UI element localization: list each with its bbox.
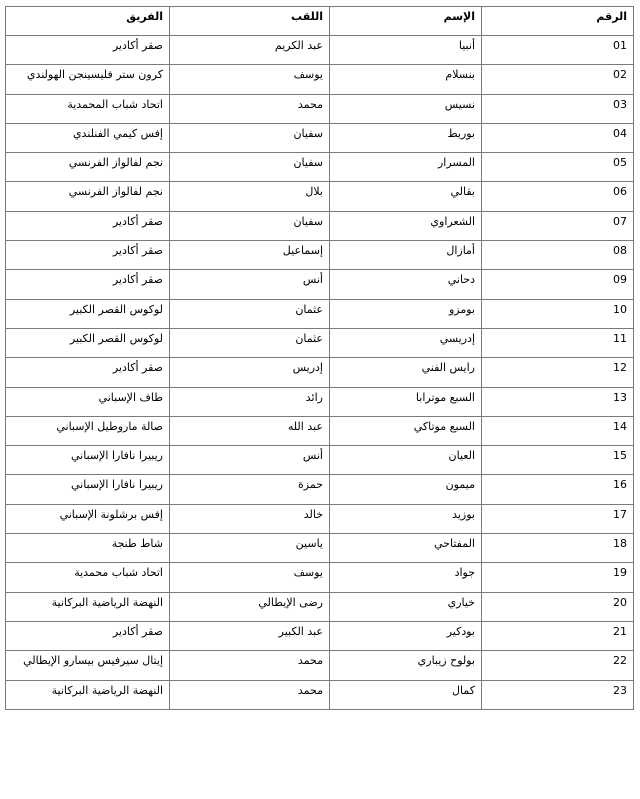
table-row [6,475,634,504]
cell-number: 20 [482,592,634,621]
cell-team: كرون ستر فليسينجن الهولندي [6,65,170,94]
header-name: الإسم [330,7,482,36]
table-row [6,182,634,211]
cell-number: 07 [482,211,634,240]
cell-number: 05 [482,153,634,182]
cell-name: المفتاحي [330,534,482,563]
cell-number: 02 [482,65,634,94]
cell-team: اتحاد شباب محمدية [6,563,170,592]
cell-name: أمازال [330,241,482,270]
cell-name: الشعراوي [330,211,482,240]
cell-team: نجم لفالواز الفرنسي [6,182,170,211]
cell-team: صالة ماروطيل الإسباني [6,416,170,445]
cell-title: محمد [170,94,330,123]
table-row [6,211,634,240]
table-row [6,504,634,533]
table-row [6,416,634,445]
cell-team: لوكوس القصر الكبير [6,299,170,328]
cell-number: 23 [482,680,634,709]
table-row [6,94,634,123]
cell-team: شاط طنجة [6,534,170,563]
cell-name: إدريسي [330,328,482,357]
cell-title: سفيان [170,211,330,240]
table-row [6,387,634,416]
table-row [6,299,634,328]
table-row [6,680,634,709]
cell-title: أنس [170,446,330,475]
cell-number: 13 [482,387,634,416]
cell-number: 14 [482,416,634,445]
cell-name: العيان [330,446,482,475]
cell-number: 18 [482,534,634,563]
header-team: الفريق [6,7,170,36]
table-row [6,358,634,387]
cell-team: صقر أكادير [6,211,170,240]
cell-name: بوزيد [330,504,482,533]
cell-team: النهضة الرياضية البركانية [6,592,170,621]
cell-title: سفيان [170,123,330,152]
cell-number: 15 [482,446,634,475]
table-row [6,563,634,592]
table-row [6,65,634,94]
cell-number: 12 [482,358,634,387]
cell-team: إفس كيمي الفنلندي [6,123,170,152]
cell-number: 21 [482,621,634,650]
cell-title: خالد [170,504,330,533]
table-row [6,36,634,65]
cell-team: صقر أكادير [6,36,170,65]
cell-team: طاف الإسباني [6,387,170,416]
cell-name: دحاني [330,270,482,299]
cell-name: أنبيا [330,36,482,65]
cell-name: بقالي [330,182,482,211]
cell-number: 09 [482,270,634,299]
cell-name: نسيس [330,94,482,123]
cell-name: كمال [330,680,482,709]
players-table [5,6,634,710]
cell-title: إسماعيل [170,241,330,270]
cell-title: سفيان [170,153,330,182]
cell-name: بومزو [330,299,482,328]
cell-name: بوريط [330,123,482,152]
cell-title: حمزة [170,475,330,504]
cell-number: 10 [482,299,634,328]
cell-name: جواد [330,563,482,592]
cell-name: بودكير [330,621,482,650]
cell-team: إفس برشلونة الإسباني [6,504,170,533]
cell-team: لوكوس القصر الكبير [6,328,170,357]
cell-title: عثمان [170,328,330,357]
cell-title: رضى الإيطالي [170,592,330,621]
cell-number: 04 [482,123,634,152]
table-row [6,241,634,270]
cell-title: عبد الكبير [170,621,330,650]
cell-name: رايس الفني [330,358,482,387]
cell-title: عثمان [170,299,330,328]
header-number: الرقم [482,7,634,36]
table-body [6,36,634,710]
cell-team: اتحاد شباب المحمدية [6,94,170,123]
header-row [6,7,634,36]
cell-number: 19 [482,563,634,592]
cell-number: 03 [482,94,634,123]
cell-team: صقر أكادير [6,241,170,270]
cell-title: بلال [170,182,330,211]
table-row [6,328,634,357]
cell-number: 01 [482,36,634,65]
cell-title: ياسين [170,534,330,563]
header-title: اللقب [170,7,330,36]
cell-team: إيتال سيرفيس بيسارو الإيطالي [6,651,170,680]
cell-title: عبد الله [170,416,330,445]
cell-team: صقر أكادير [6,358,170,387]
table-row [6,123,634,152]
cell-name: السبع موترابا [330,387,482,416]
cell-team: ريبيرا نافارا الإسباني [6,446,170,475]
table-row [6,621,634,650]
cell-number: 16 [482,475,634,504]
table-row [6,153,634,182]
cell-number: 08 [482,241,634,270]
table-row [6,534,634,563]
cell-title: يوسف [170,65,330,94]
cell-number: 22 [482,651,634,680]
cell-name: المسرار [330,153,482,182]
cell-name: السبع موتاكي [330,416,482,445]
cell-title: يوسف [170,563,330,592]
table-row [6,446,634,475]
cell-title: أنس [170,270,330,299]
cell-name: ميمون [330,475,482,504]
table-row [6,592,634,621]
cell-team: ريبيرا نافارا الإسباني [6,475,170,504]
cell-title: عبد الكريم [170,36,330,65]
cell-team: النهضة الرياضية البركانية [6,680,170,709]
table-row [6,651,634,680]
cell-name: خياري [330,592,482,621]
cell-title: محمد [170,680,330,709]
cell-number: 11 [482,328,634,357]
table-row [6,270,634,299]
cell-name: بنسلام [330,65,482,94]
cell-team: صقر أكادير [6,621,170,650]
cell-title: إدريس [170,358,330,387]
cell-team: صقر أكادير [6,270,170,299]
cell-number: 06 [482,182,634,211]
cell-team: نجم لفالواز الفرنسي [6,153,170,182]
cell-number: 17 [482,504,634,533]
cell-title: محمد [170,651,330,680]
cell-title: رائد [170,387,330,416]
cell-name: بولوح زيباري [330,651,482,680]
